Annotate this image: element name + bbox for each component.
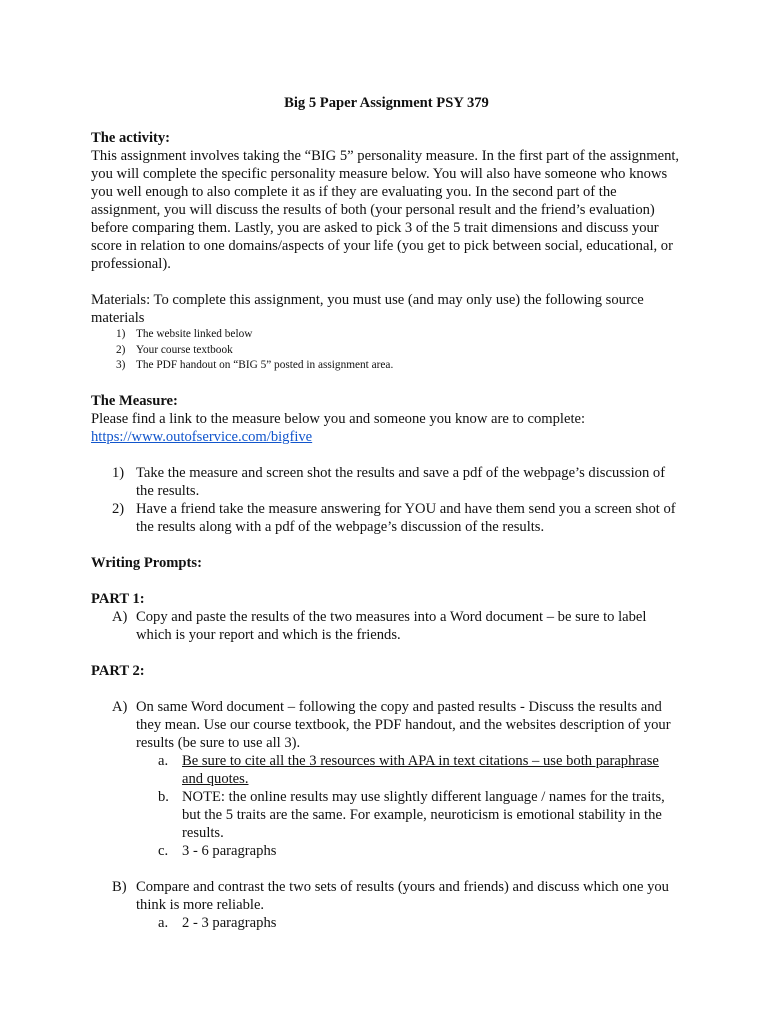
list-item: b. NOTE: the online results may use slightly different language / names for the traits, but the 5 traits are the same. For example, neuroticism is emotional stability in the results. bbox=[158, 788, 665, 841]
measure-heading: The Measure: bbox=[91, 392, 178, 409]
part1-list bbox=[91, 608, 682, 644]
part2-a-sublist bbox=[136, 752, 682, 860]
part2-list-b bbox=[91, 878, 682, 932]
materials-intro: Materials: To complete this assignment, you must use (and may only use) the following source materials bbox=[91, 292, 644, 326]
part2-b-text: Compare and contrast the two sets of results (yours and friends) and discuss which one you think is more reliable. bbox=[136, 878, 669, 913]
list-item: A) Copy and paste the results of the two measures into a Word document – be sure to label which is your report and which is the friends. bbox=[112, 608, 647, 643]
list-item: 1) Take the measure and screen shot the results and save a pdf of the webpage’s discussion of the results. bbox=[112, 464, 666, 499]
materials-list bbox=[91, 327, 682, 374]
part2-a-text: On same Word document – following the copy and pasted results - Discuss the results and they mean. Use our course textbook, the PDF handout, and the websites description of your results (be sure to use all 3). bbox=[136, 698, 671, 751]
list-item: c. 3 - 6 paragraphs bbox=[158, 842, 277, 859]
list-item: a. Be sure to cite all the 3 resources with APA in text citations – use both paraphrase and quotes. bbox=[158, 752, 659, 787]
writing-prompts-heading: Writing Prompts: bbox=[91, 554, 202, 571]
list-item: 2) Have a friend take the measure answering for YOU and have them send you a screen shot of the results along with a pdf of the webpage’s discussion of the results. bbox=[112, 500, 676, 535]
part2-heading: PART 2: bbox=[91, 662, 145, 679]
part1-heading: PART 1: bbox=[91, 590, 145, 607]
part2-list bbox=[91, 698, 682, 860]
part2-b-sublist bbox=[136, 914, 682, 932]
list-item: a. 2 - 3 paragraphs bbox=[158, 914, 277, 931]
list-item: 2) Your course textbook bbox=[116, 343, 233, 356]
measure-steps bbox=[91, 464, 682, 536]
list-item: A) On same Word document – following the copy and pasted results - Discuss the results and they mean. Use our course textbook, the PDF handout, and the websites description of your results (be sure to use all 3). a. Be sure to cite all the 3 resources with APA in text citations – use both paraphrase and quotes. b. NOTE: the online results may use slightly different language / names for the traits, but the 5 traits are the same. For example, neuroticism is emotional stability in the results. c. 3 - 6 paragraphs bbox=[91, 698, 682, 860]
measure-intro: Please find a link to the measure below you and someone you know are to complete: bbox=[91, 410, 586, 427]
list-item: 3) The PDF handout on “BIG 5” posted in assignment area. bbox=[116, 359, 394, 371]
measure-link[interactable]: https://www.outofservice.com/bigfive bbox=[91, 428, 313, 445]
list-item: B) Compare and contrast the two sets of results (yours and friends) and discuss which one you think is more reliable. a. 2 - 3 paragraphs bbox=[91, 878, 682, 932]
document-title: Big 5 Paper Assignment PSY 379 bbox=[284, 95, 489, 111]
list-item: 1) The website linked below bbox=[116, 328, 253, 340]
activity-heading: The activity: bbox=[91, 130, 171, 146]
activity-body: This assignment involves taking the “BIG 5” personality measure. In the first part of the assignment, you will complete the specific personality measure below. You will also have someone who knows you well enough to also complete it as if they are evaluating you. In the second part of the assignment, you will discuss the results of both (your personal result and the friend’s evaluation) before comparing them. Lastly, you are asked to pick 3 of the 5 trait dimensions and discuss your score in relation to one domains/aspects of your life (you get to pick between social, educational, or professional). bbox=[91, 148, 680, 272]
